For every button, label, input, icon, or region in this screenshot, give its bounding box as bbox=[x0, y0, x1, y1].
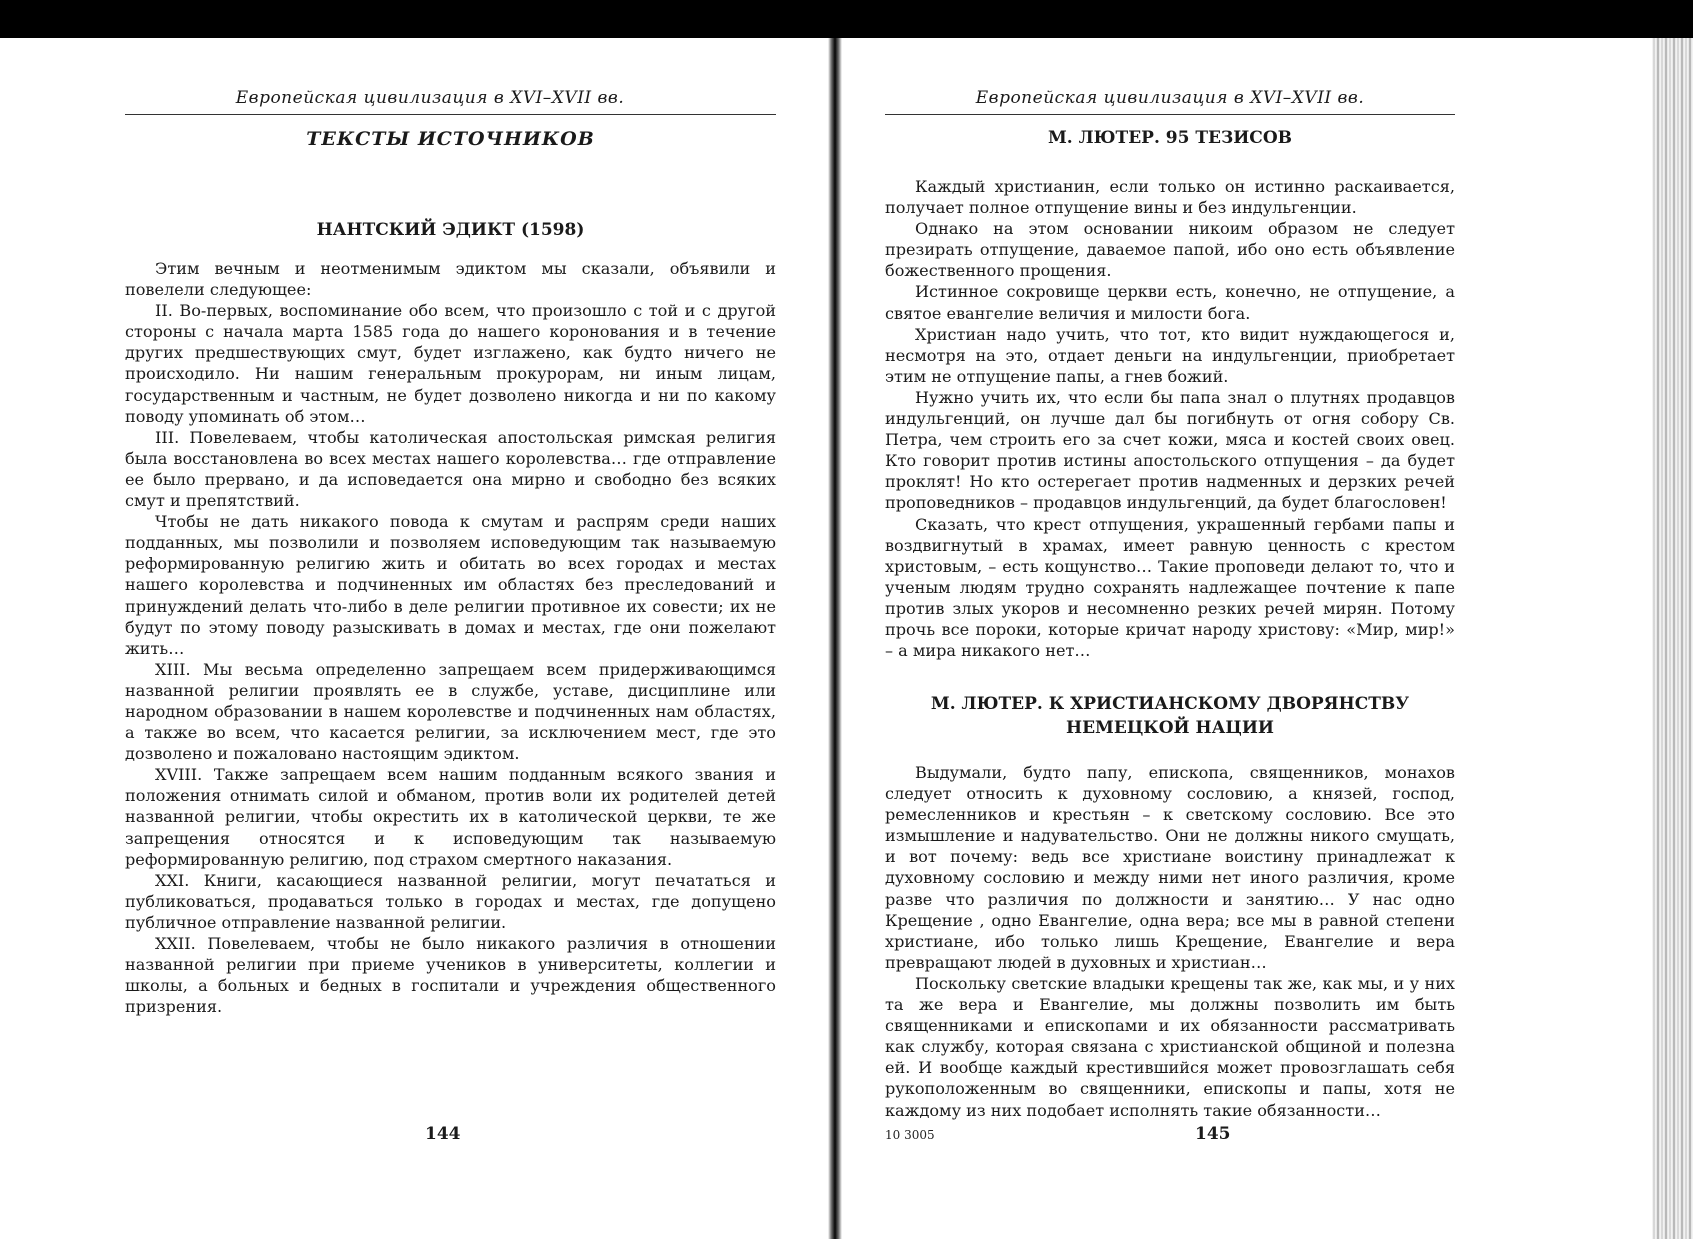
edict-paragraph: XIII. Мы весьма определенно запрещаем всем придерживающимся названной религии проявлять ее в службе, уставе, дисциплине или народном образовании в нашем королевстве и подчиненных нам областях, а также во всем, что касается религии, за исключением мест, где это дозволено и пожаловано настоящим эдиктом. bbox=[125, 659, 776, 764]
right-header-rule bbox=[885, 114, 1455, 115]
edict-paragraph: XXII. Повелеваем, чтобы не было никакого различия в отношении названной религии при приеме учеников в университеты, коллегии и школы, а больных и бедных в госпитали и учреждения общественного призрения. bbox=[125, 934, 776, 1017]
page-edge bbox=[1652, 38, 1693, 1239]
nobility-paragraph: Поскольку светские владыки крещены так же, как мы, и у них та же вера и Евангелие, мы должны позволить им быть священниками и епископами и их обязанности рассматривать как службу, которая связана с христианской общиной и полезна ей. И вообще каждый крестившийся может провозглашать себя рукоположенным во священники, епископы и папы, хотя не каждому из них подобает исполнять такие обязанности… bbox=[885, 973, 1455, 1120]
edict-text bbox=[125, 258, 776, 1017]
left-running-head: Европейская цивилизация в XVI–XVII вв. bbox=[235, 88, 625, 108]
right-page-number: 145 bbox=[1195, 1124, 1231, 1144]
edict-paragraph: XXI. Книги, касающиеся названной религии, могут печататься и публиковаться, продаваться только в городах и местах, где допущено публичное отправление названной религии. bbox=[125, 870, 776, 932]
right-running-head: Европейская цивилизация в XVI–XVII вв. bbox=[975, 88, 1365, 108]
nobility-title-line: НЕМЕЦКОЙ НАЦИИ bbox=[1066, 718, 1274, 738]
theses-paragraph: Сказать, что крест отпущения, украшенный гербами папы и воздвигнутый в храмах, имеет равную ценность с крестом христовым, – есть кощунство… Такие проповеди делают то, что и ученым людям трудно сохранять надлежащее почтение к папе против злых укоров и несомненно резких речей мирян. Потому прочь все пороки, которые кричат народу христову: «Мир, мир!» – а мира никакого нет… bbox=[885, 514, 1455, 661]
nobility-title bbox=[885, 692, 1455, 740]
edict-title: НАНТСКИЙ ЭДИКТ (1598) bbox=[316, 220, 585, 240]
left-header-rule bbox=[125, 114, 776, 115]
edict-paragraph: Этим вечным и неотменимым эдиктом мы сказали, объявили и повелели следующее: bbox=[125, 259, 776, 300]
edict-paragraph: III. Повелеваем, чтобы католическая апостольская римская религия была восстановлена во всех местах нашего королевства… где отправление ее было прервано, и да исповедается она мирно и свободно без всяких смут и препятствий. bbox=[125, 427, 776, 511]
edict-paragraph: II. Во-первых, воспоминание обо всем, что произошло с той и с другой стороны с начала марта 1585 года до нашего коронования и в течение других предшествующих смут, будет изглажено, как будто ничего не происходило. Ни нашим генеральным прокурорам, ни иным лицам, государственным и частным, не будет дозволено никогда и ни по какому поводу упоминать об этом… bbox=[125, 301, 776, 426]
print-signature-mark: 10 3005 bbox=[885, 1128, 935, 1142]
theses-text bbox=[885, 176, 1455, 661]
edict-paragraph: XVIII. Также запрещаем всем нашим подданным всякого звания и положения отнимать силой и обманом, против воли их родителей детей названной религии, чтобы окрестить их в католической церкви, те же запрещения относятся и к исповедующим так называемую реформированную религию, под страхом смертного наказания. bbox=[125, 765, 776, 869]
nobility-paragraph: Выдумали, будто папу, епископа, священников, монахов следует относить к духовному сословию, а князей, господ, ремесленников и крестьян – к светскому сословию. Все это измышление и надувательство. Они не должны никого смущать, и вот почему: ведь все христиане воистину принадлежат к духовному сословию и между ними нет иного различия, кроме разве что различия по должности и занятию… У нас одно Крещение , одно Евангелие, одна вера; все мы в равной степени христиане, ибо только лишь Крещение, Евангелие и вера превращают людей в духовных и христиан… bbox=[885, 763, 1455, 972]
scan-top-border bbox=[0, 0, 1693, 38]
left-page-number: 144 bbox=[425, 1124, 461, 1144]
theses-paragraph: Христиан надо учить, что тот, кто видит нуждающегося и, несмотря на это, отдает деньги на индульгенции, приобретает этим не отпущение папы, а гнев божий. bbox=[885, 324, 1455, 386]
section-title: ТЕКСТЫ ИСТОЧНИКОВ bbox=[306, 128, 595, 150]
nobility-title-line: М. ЛЮТЕР. К ХРИСТИАНСКОМУ ДВОРЯНСТВУ bbox=[930, 694, 1410, 714]
edict-paragraph: Чтобы не дать никакого повода к смутам и распрям среди наших подданных, мы позволили и позволяем исповедующим так называемую реформированную религию жить и обитать во всех городах и местах нашего королевства и подчиненных им областях без преследований и принуждений делать что-либо в деле религии противное их совести; их не будут по этому поводу разыскивать в домах и местах, где они пожелают жить… bbox=[125, 512, 776, 658]
theses-paragraph: Истинное сокровище церкви есть, конечно, не отпущение, а святое евангелие величия и милости бога. bbox=[885, 282, 1455, 323]
theses-paragraph: Однако на этом основании никоим образом не следует презирать отпущение, даваемое папой, ибо оно есть объявление божественного прощения. bbox=[885, 219, 1455, 281]
nobility-text bbox=[885, 762, 1455, 1121]
theses-paragraph: Каждый христианин, если только он истинно раскаивается, получает полное отпущение вины и без индульгенции. bbox=[885, 177, 1455, 218]
book-spine bbox=[828, 38, 842, 1239]
theses-title: М. ЛЮТЕР. 95 ТЕЗИСОВ bbox=[1047, 128, 1292, 148]
theses-paragraph: Нужно учить их, что если бы папа знал о плутнях продавцов индульгенций, он лучше дал бы погибнуть от огня собору Св. Петра, чем строить его за счет кожи, мяса и костей своих овец. Кто говорит против истины апостольского отпущения – да будет проклят! Но кто остерегает против надменных и дерзких речей проповедников – продавцов индульгенций, да будет благословен! bbox=[885, 387, 1455, 513]
